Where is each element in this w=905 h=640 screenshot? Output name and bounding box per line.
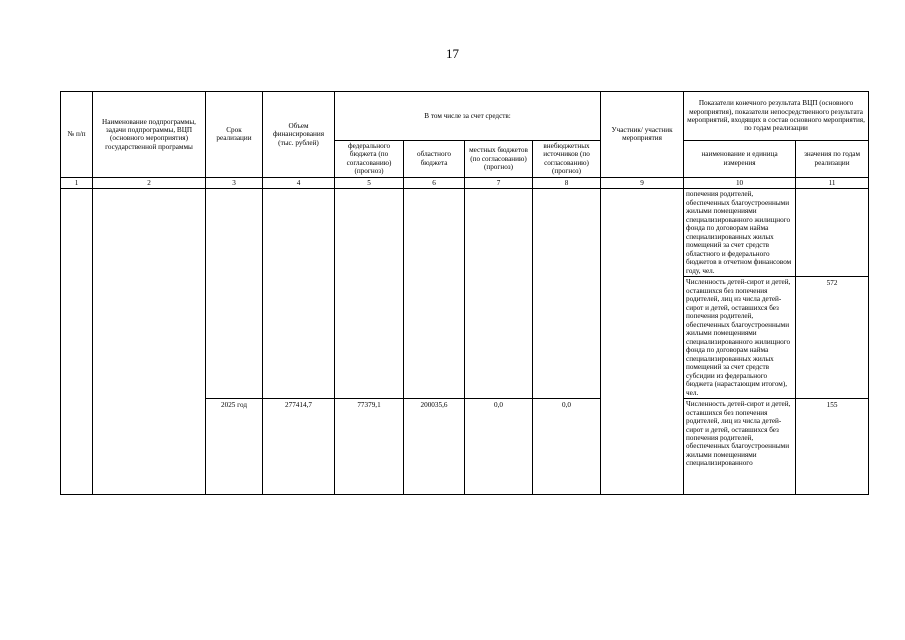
extra-value: 0,0 [533,399,601,495]
column-number: 4 [263,177,335,188]
indicator-value: 155 [796,399,869,495]
cell-federal [335,189,404,399]
header-sources-group: В том числе за счет средств: [335,92,601,141]
header-extra: внебюджетных источников (по согласованию) (прогноз) [533,141,601,178]
header-indicator-name: наименование и единица измерения [684,141,796,178]
header-local: местных бюджетов (по согласованию) (прогноз) [465,141,533,178]
column-number: 9 [601,177,684,188]
page-number: 17 [446,46,459,61]
column-number-row [61,177,869,188]
indicator-name-cell [684,399,796,495]
cell-local [465,189,533,399]
program-table [60,91,869,495]
indicator-name: Численность детей-сирот и детей, оставшихся без попечения родителей, лиц из числа детей-сирот и детей, оставшихся без попечения родителей, обеспеченных благоустроенными жилыми помещениями специализированного [686,400,791,468]
header-funding: Объем финансирования (тыс. рублей) [263,92,335,178]
header-name: Наименование подпрограммы, задачи подпрограммы, ВЦП (основного мероприятия) государственной программы [93,92,206,178]
indicator-name: попечения родителей, обеспеченных благоустроенными жилыми помещениями специализированного жилищного фонда по договорам найма специализированных жилых помещений за счет средств областного и федерального бюджетов в отчетном финансовом году, чел. [684,189,796,277]
header-participant: Участник/ участник мероприятия [601,92,684,178]
column-number: 3 [206,177,263,188]
table-row [61,189,869,277]
header-indicators-group: Показатели конечного результата ВЦП (основного мероприятия), показатели непосредственного результата мероприятий, входящих в состав основного мероприятия, по годам реализации [684,92,869,141]
header-indicator-values: значения по годам реализации [796,141,869,178]
funding-value: 277414,7 [263,399,335,495]
period-value: 2025 год [206,399,263,495]
cell-participant [601,189,684,495]
column-number: 10 [684,177,796,188]
cell-extra [533,189,601,399]
cell-number [61,189,93,495]
column-number: 8 [533,177,601,188]
indicator-name: Численность детей-сирот и детей, оставшихся без попечения родителей, лиц из числа детей-сирот и детей, оставшихся без попечения родителей, обеспеченных благоустроенными жилыми помещениями специализированного жилищного фонда по договорам найма специализированных жилых помещений за счет средств субсидии из федерального бюджета (нарастающим итогом), чел. [684,277,796,399]
cell-regional [404,189,465,399]
column-number: 5 [335,177,404,188]
header-number: № п/п [61,92,93,178]
federal-value: 77379,1 [335,399,404,495]
header-federal: федерального бюджета (по согласованию) (прогноз) [335,141,404,178]
indicator-value [796,189,869,277]
cell-period [206,189,263,399]
cell-name [93,189,206,495]
column-number: 6 [404,177,465,188]
column-number: 2 [93,177,206,188]
column-number: 11 [796,177,869,188]
column-number: 7 [465,177,533,188]
regional-value: 200035,6 [404,399,465,495]
header-regional: областного бюджета [404,141,465,178]
local-value: 0,0 [465,399,533,495]
column-number: 1 [61,177,93,188]
indicator-value: 572 [796,277,869,399]
header-period: Срок реализации [206,92,263,178]
cell-funding [263,189,335,399]
